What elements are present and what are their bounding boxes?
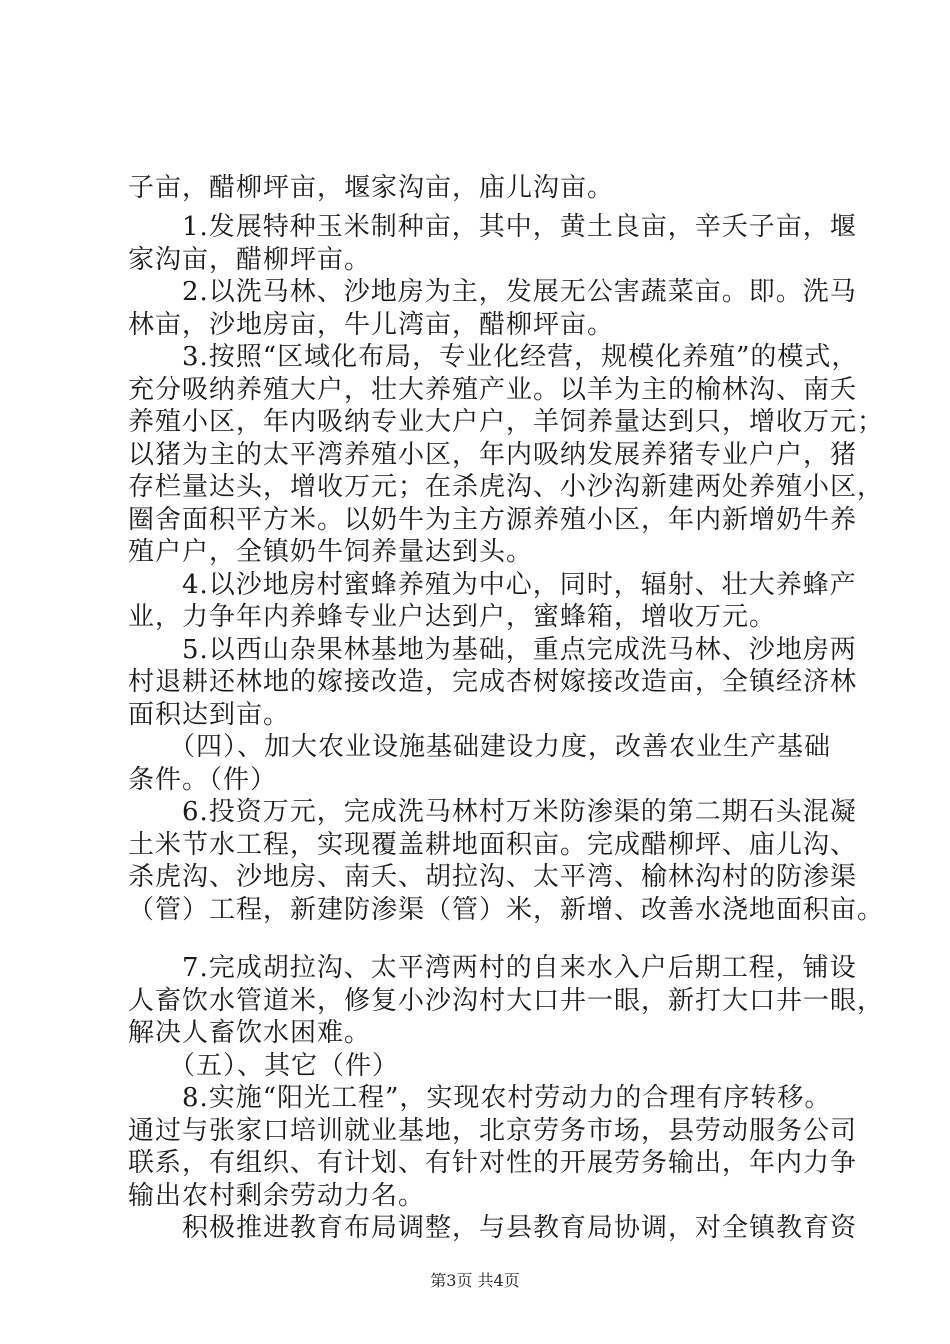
text-line: 子亩，醋柳坪亩，堰家沟亩，庙儿沟亩。 (128, 173, 615, 203)
text-line: 杀虎沟、沙地房、南夭、胡拉沟、太平湾、榆林沟村的防渗渠 (128, 862, 858, 892)
text-line: 5.以西山杂果林基地为基础，重点完成洗马林、沙地房两 (128, 635, 857, 665)
text-line: 人畜饮水管道米，修复小沙沟村大口井一眼，新打大口井一眼， (128, 986, 885, 1016)
text-line: 面积达到亩。 (128, 700, 291, 730)
text-line: 4.以沙地房村蜜蜂养殖为中心，同时，辐射、壮大养蜂产 (128, 570, 857, 600)
text-line: 以猪为主的太平湾养殖小区，年内吸纳发展养猪专业户户，猪 (128, 440, 858, 470)
text-line: 土米节水工程，实现覆盖耕地面积亩。完成醋柳坪、庙儿沟、 (128, 830, 858, 860)
text-line: 输出农村剩余劳动力名。 (128, 1181, 426, 1211)
text-line: （管）工程，新建防渗渠（管）米，新增、改善水浇地面积亩。 (128, 895, 885, 925)
text-line: （四）、加大农业设施基础建设力度，改善农业生产基础 (128, 732, 832, 762)
text-line: 积极推进教育布局调整，与县教育局协调，对全镇教育资 (128, 1213, 858, 1243)
text-line: 村退耕还林地的嫁接改造，完成杏树嫁接改造亩，全镇经济林 (128, 667, 858, 697)
text-line: 存栏量达头，增收万元；在杀虎沟、小沙沟新建两处养殖小区， (128, 472, 885, 502)
text-line: 7.完成胡拉沟、太平湾两村的自来水入户后期工程，铺设 (128, 953, 857, 983)
text-line: 通过与张家口培训就业基地，北京劳务市场，县劳动服务公司 (128, 1116, 858, 1146)
text-line: 解决人畜饮水困难。 (128, 1018, 372, 1048)
text-line: 1.发展特种玉米制种亩，其中，黄土良亩，辛夭子亩，堰 (128, 212, 857, 242)
text-line: 养殖小区，年内吸纳专业大户户，羊饲养量达到只，增收万元； (128, 407, 885, 437)
text-line: 6.投资万元，完成洗马林村万米防渗渠的第二期石头混凝 (128, 797, 857, 827)
text-line: 联系，有组织、有计划、有针对性的开展劳务输出，年内力争 (128, 1148, 858, 1178)
text-line: 充分吸纳养殖大户，壮大养殖产业。以羊为主的榆林沟、南夭 (128, 375, 858, 405)
text-line: 圈舍面积平方米。以奶牛为主方源养殖小区，年内新增奶牛养 (128, 505, 858, 535)
text-line: （五）、其它（件） (128, 1051, 400, 1081)
text-line: 家沟亩，醋柳坪亩。 (128, 245, 372, 275)
text-line: 林亩，沙地房亩，牛儿湾亩，醋柳坪亩。 (128, 310, 615, 340)
text-line: 业，力争年内养蜂专业户达到户，蜜蜂箱，增收万元。 (128, 602, 777, 632)
text-line: 条件。（件） (128, 765, 278, 795)
text-line: 3.按照“区域化布局，专业化经营，规模化养殖”的模式， (128, 342, 859, 372)
page-footer: 第3页 共4页 (430, 1271, 520, 1290)
text-line: 殖户户，全镇奶牛饲养量达到头。 (128, 537, 534, 567)
text-line: 8.实施“阳光工程”，实现农村劳动力的合理有序转移。 (128, 1083, 832, 1113)
text-line: 2.以洗马林、沙地房为主，发展无公害蔬菜亩。即。洗马 (128, 277, 857, 307)
